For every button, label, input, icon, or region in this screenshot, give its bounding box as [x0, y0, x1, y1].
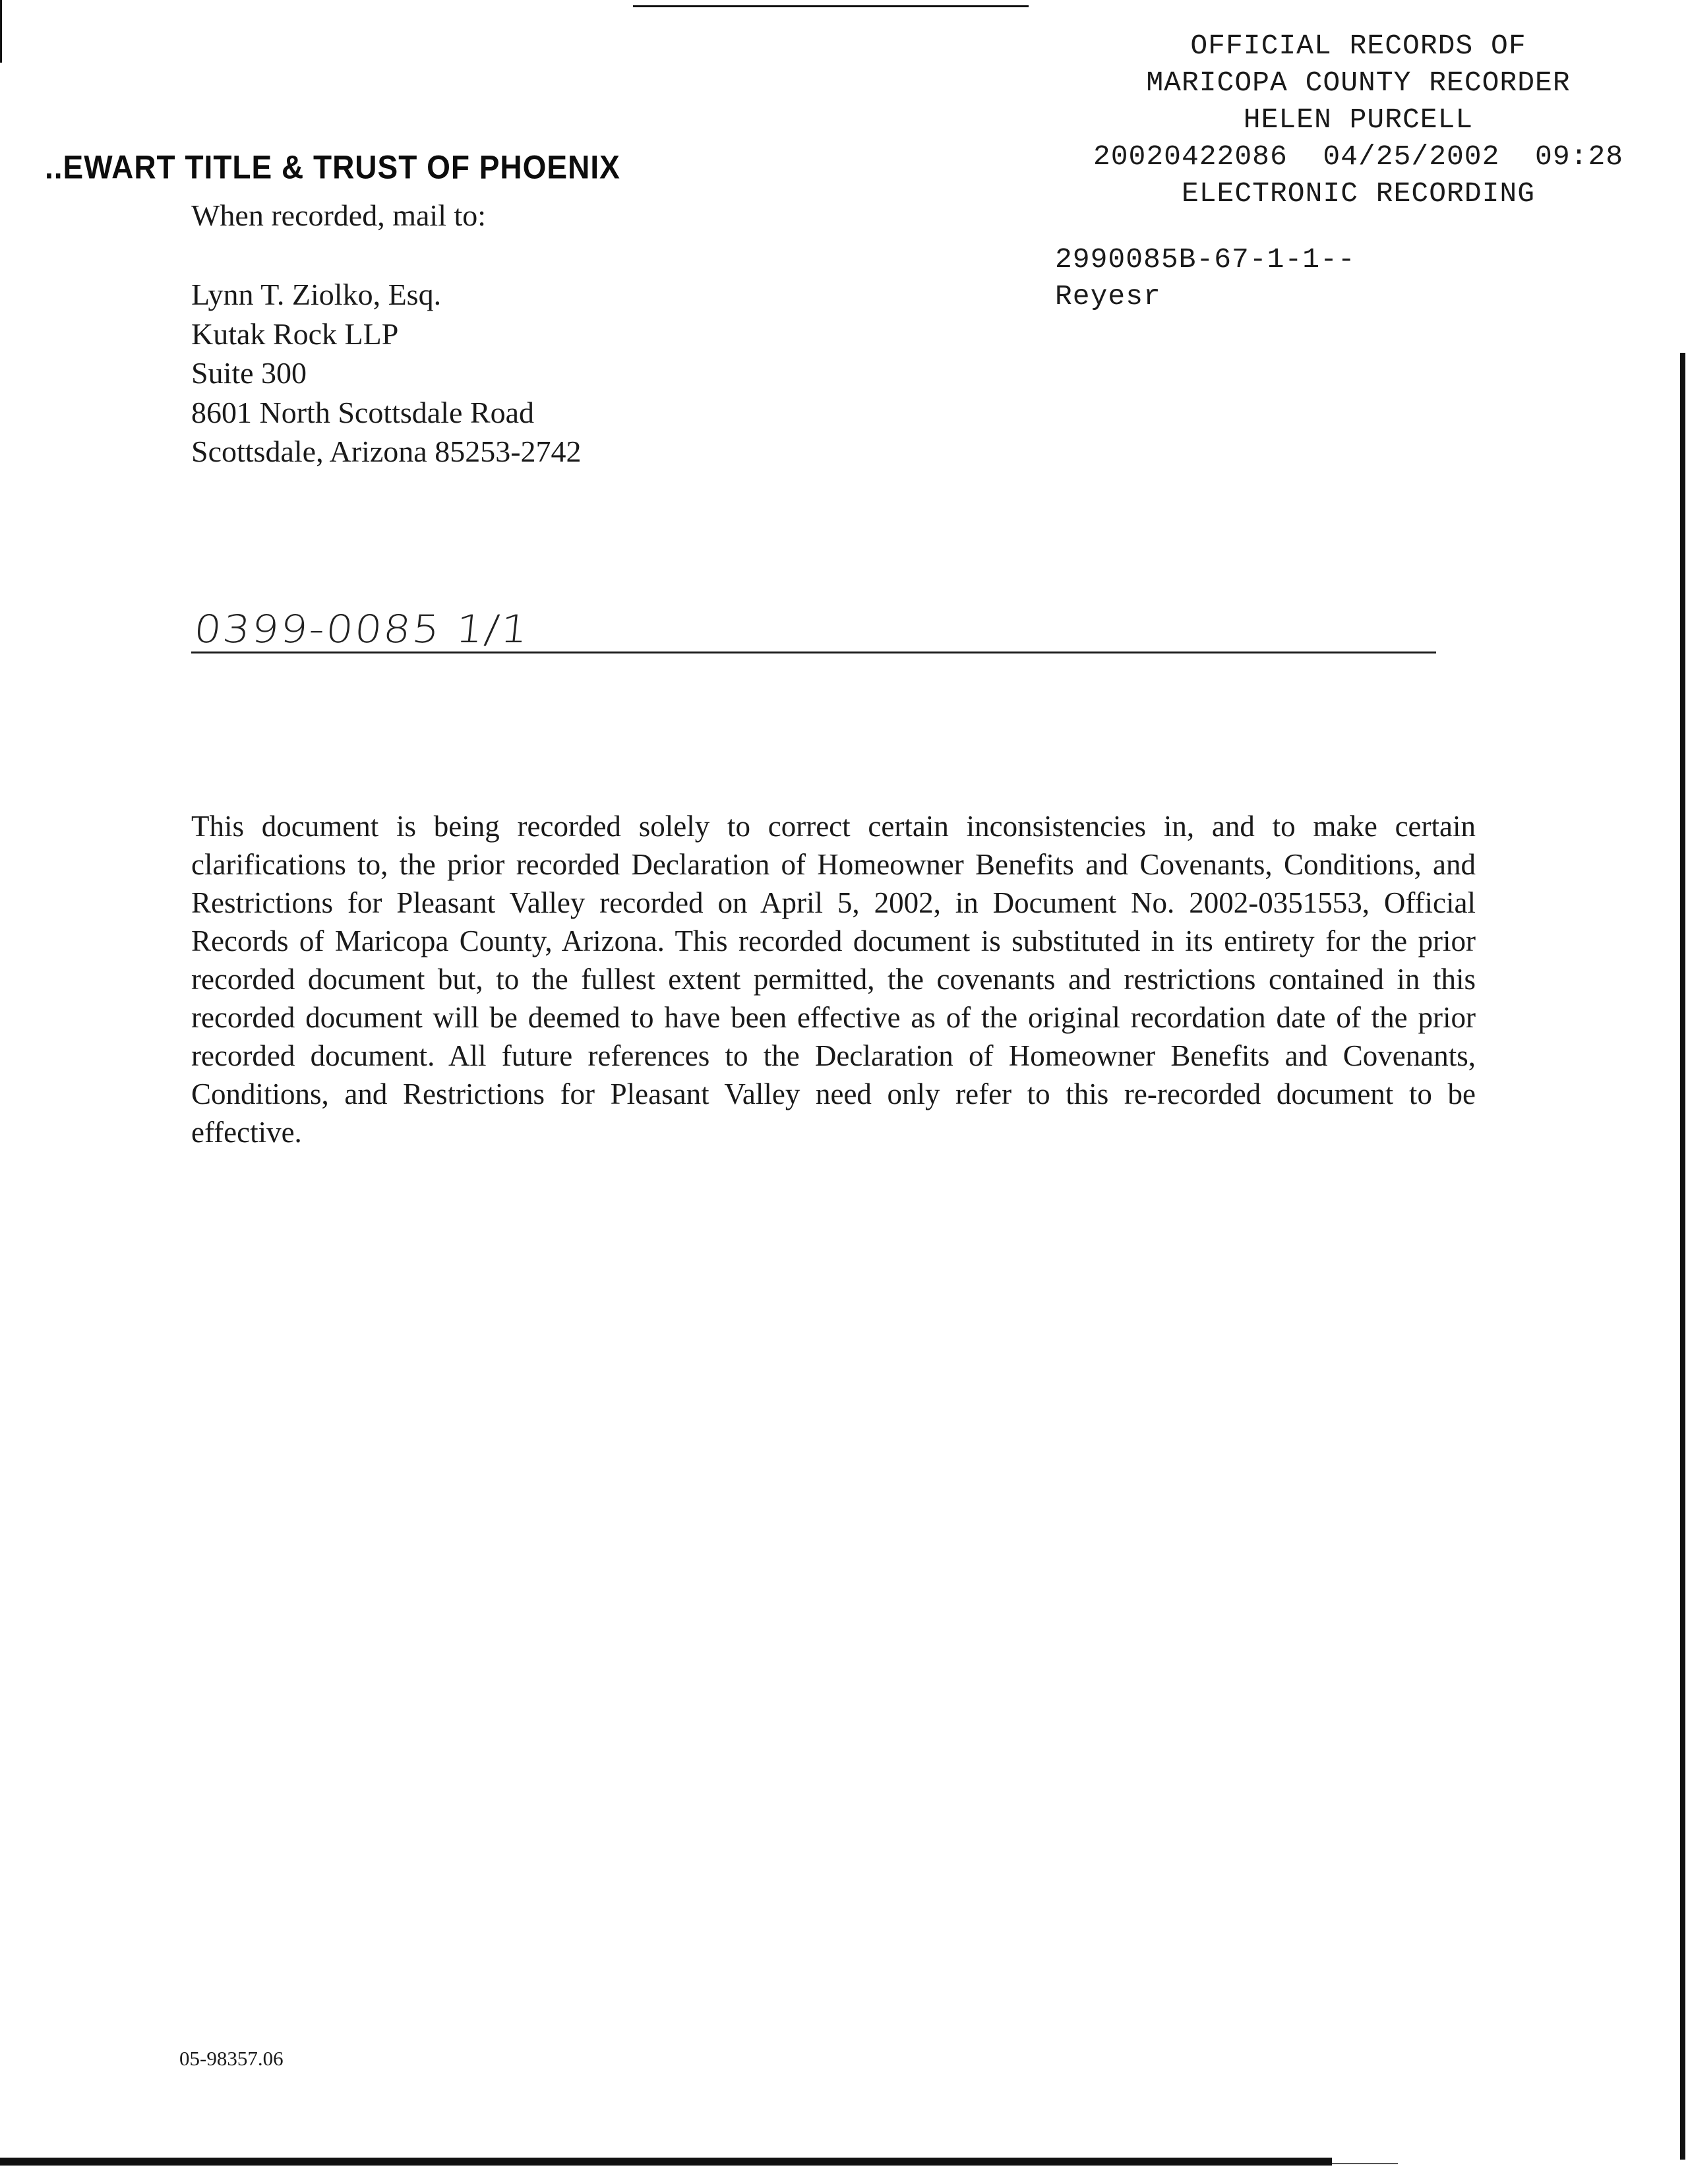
recorder-county: MARICOPA COUNTY RECORDER — [1146, 67, 1571, 99]
recorder-title: OFFICIAL RECORDS OF — [1190, 30, 1526, 62]
scan-edge-mark-bottom-thin — [1332, 2163, 1398, 2164]
recorder-name: HELEN PURCELL — [1243, 104, 1474, 136]
scan-edge-mark-left — [0, 0, 2, 63]
recording-type: ELECTRONIC RECORDING — [1181, 177, 1536, 210]
mail-to-instruction: When recorded, mail to: — [191, 198, 487, 232]
recording-clerk: Reyesr — [1055, 280, 1161, 313]
address-line: Kutak Rock LLP — [191, 317, 399, 351]
title-company-stamp: ..EWART TITLE & TRUST OF PHOENIX — [45, 148, 620, 186]
address-line: Lynn T. Ziolko, Esq. — [191, 278, 442, 311]
address-line: Scottsdale, Arizona 85253-2742 — [191, 435, 582, 468]
reference-rule-line — [191, 652, 1436, 653]
recorder-header — [1055, 28, 1662, 315]
handwritten-reference-number: 0399-0085 1/1 — [191, 607, 532, 652]
scan-edge-mark-bottom — [0, 2158, 1332, 2166]
scan-edge-mark-top — [633, 5, 1029, 7]
address-line: Suite 300 — [191, 356, 307, 390]
mailing-address — [191, 275, 582, 471]
footer-document-number: 05-98357.06 — [179, 2047, 284, 2070]
body-paragraph: This document is being recorded solely to correct certain inconsistencies in, and to make certain clarifications to, the prior recorded Declaration of Homeowner Benefits and Covenants, Conditions, and Restrictions for Pleasant Valley recorded on April 5, 2002, in Document No. 2002-0351553, Official Records of Maricopa County, Arizona. This recorded document is substituted in its entirety for the prior recorded document but, to the fullest extent permitted, the covenants and restrictions contained in this recorded document will be deemed to have been effective as of the original recordation date of the prior recorded document. All future references to the Declaration of Homeowner Benefits and Covenants, Conditions, and Restrictions for Pleasant Valley need only refer to this re-recorded document to be effective. — [191, 810, 1476, 1149]
recording-reference-code: 2990085B-67-1-1-- — [1055, 243, 1356, 276]
address-line: 8601 North Scottsdale Road — [191, 395, 534, 429]
recording-number-date-time: 20020422086 04/25/2002 09:28 — [1093, 140, 1624, 173]
scan-edge-mark-right — [1680, 353, 1685, 2160]
